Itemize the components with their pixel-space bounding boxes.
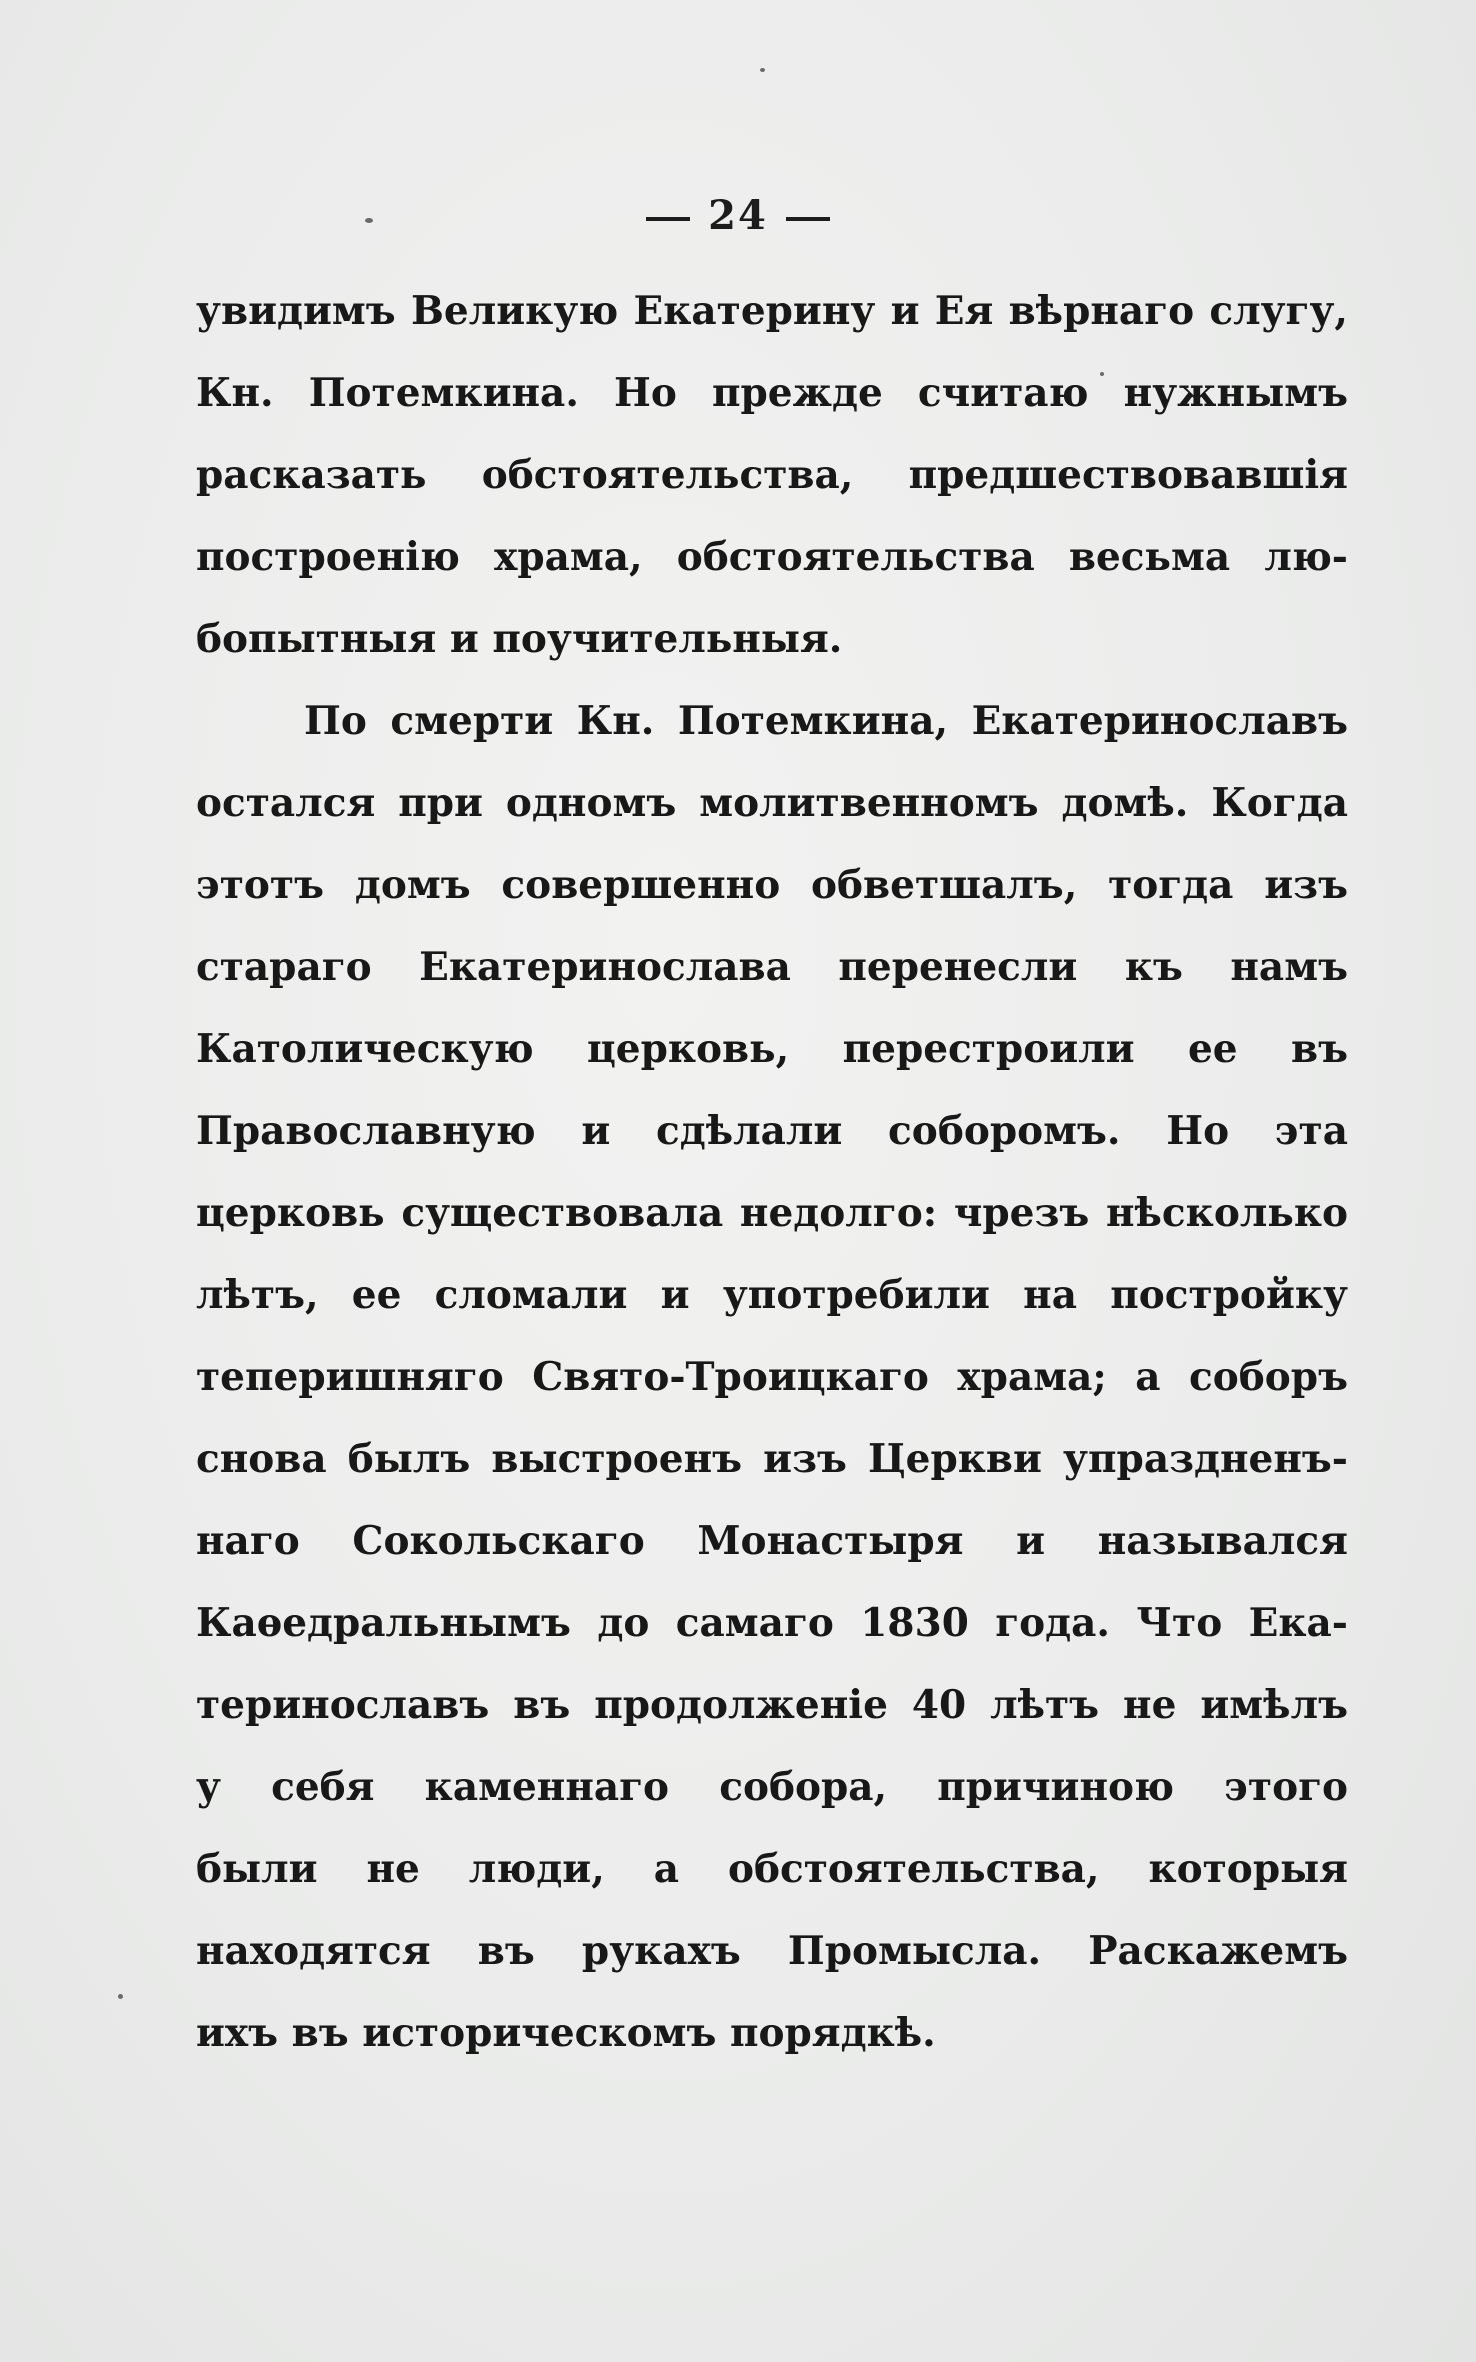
text-line: ихъ въ историческомъ порядкѣ.: [196, 2010, 936, 2056]
text-line: лѣтъ, ее сломали и употребили на постройку: [196, 1272, 1348, 1318]
paper-speck: [760, 68, 765, 72]
body-text: [196, 270, 1348, 2074]
text-line: находятся въ рукахъ Промысла. Раскажемъ: [196, 1928, 1348, 1974]
text-line: церковь существовала недолго: чрезъ нѣсколько: [196, 1190, 1348, 1236]
text-line: увидимъ Великую Екатерину и Ея вѣрнаго слугу,: [196, 288, 1348, 334]
page-number: 24: [708, 192, 768, 239]
paper-speck: [118, 1994, 123, 1999]
header-dash-right: [786, 217, 830, 221]
text-line: теперишняго Свято-Троицкаго храма; а соборъ: [196, 1354, 1348, 1400]
text-line: Католическую церковь, перестроили ее въ: [196, 1026, 1348, 1072]
text-line: По смерти Кн. Потемкина, Екатеринославъ: [304, 698, 1348, 744]
text-line: этотъ домъ совершенно обветшалъ, тогда изъ: [196, 862, 1348, 908]
text-line: Православную и сдѣлали соборомъ. Но эта: [196, 1108, 1348, 1154]
text-line: бопытныя и поучительныя.: [196, 616, 843, 662]
text-line: у себя каменнаго собора, причиною этого: [196, 1764, 1348, 1810]
text-line: Каѳедральнымъ до самаго 1830 года. Что Ека-: [196, 1600, 1348, 1646]
paragraph-2: [196, 680, 1348, 2074]
text-line: были не люди, а обстоятельства, которыя: [196, 1846, 1348, 1892]
page-header: [0, 192, 1476, 239]
text-line: стараго Екатеринослава перенесли къ намъ: [196, 944, 1348, 990]
text-line: расказать обстоятельства, предшествовавшія: [196, 452, 1348, 498]
text-line: теринославъ въ продолженіе 40 лѣтъ не имѣлъ: [196, 1682, 1348, 1728]
text-line: наго Сокольскаго Монастыря и назывался: [196, 1518, 1348, 1564]
text-line: Кн. Потемкина. Но прежде считаю нужнымъ: [196, 370, 1348, 416]
text-line: построенію храма, обстоятельства весьма лю-: [196, 534, 1348, 580]
header-dash-left: [646, 217, 690, 221]
text-line: снова былъ выстроенъ изъ Церкви упраздненъ-: [196, 1436, 1348, 1482]
text-line: остался при одномъ молитвенномъ домѣ. Когда: [196, 780, 1348, 826]
paragraph-1: [196, 270, 1348, 680]
